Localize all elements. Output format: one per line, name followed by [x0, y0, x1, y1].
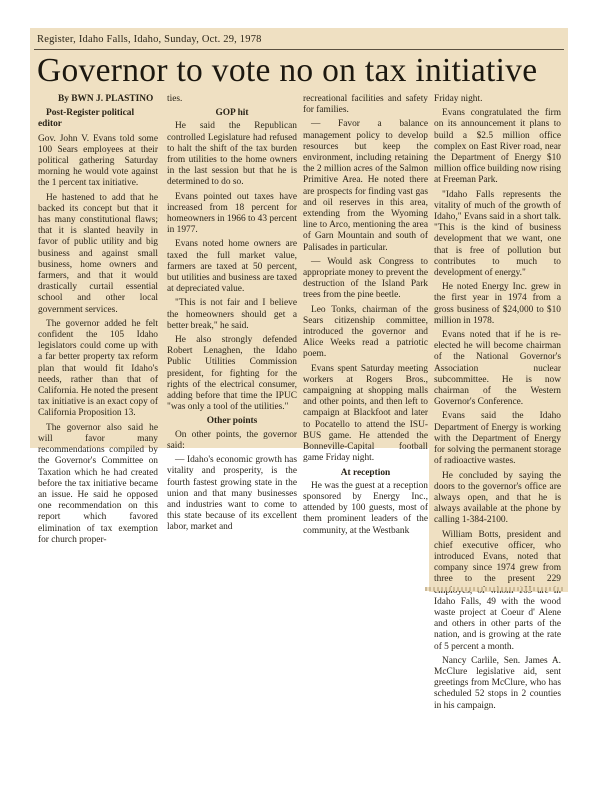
headline: Governor to vote no on tax initiative — [37, 52, 538, 89]
paragraph: "This is not fair and I believe the homeowners should get a better break," he said. — [167, 298, 297, 331]
dateline: Register, Idaho Falls, Idaho, Sunday, Oct. 29, 1978 — [37, 34, 262, 45]
paragraph: He hastened to add that he backed its concept but that it has many constitutional flaws; that it is slanted heavily in favor of public utility and big business and against small business, home owners and farmers, and that it would drastically curtail essential school and other local government services. — [38, 192, 158, 315]
article-column-4 — [434, 94, 561, 711]
paragraph: He concluded by saying the doors to the governor's office are always open, and that he is always available at the phone by calling 1-384-2100. — [434, 470, 561, 526]
paragraph: recreational facilities and safety for families. — [303, 94, 428, 116]
subheading: GOP hit — [215, 108, 249, 119]
article-column-2 — [167, 94, 297, 533]
paragraph: William Botts, president and chief executive officer, who introduced Evans, noted that company since 1974 grew from three to the present 229 Idaho Falls, 49 with the wood waste project at Coeur d' Alene and others in other parts of the nation, and is growing at the rate of 5 percent a month. — [434, 529, 561, 652]
paragraph: Leo Tonks, chairman of the Sears citizenship committee, introduced the governor and Alice Weeks read a patriotic poem. — [303, 304, 428, 360]
subheading: At reception — [340, 467, 391, 478]
paragraph: He noted Energy Inc. grew in the first year in 1974 from a gross business of $24,000 to $10 million in 1978. — [434, 282, 561, 326]
article-column-1 — [38, 94, 159, 545]
article-column-3 — [303, 94, 428, 536]
paragraph: He was the guest at a reception sponsored by Energy Inc., attended by 100 guests, most of them prominent leaders of the community, at the Westbank — [303, 480, 428, 536]
headline-rule — [34, 49, 564, 50]
paragraph: "Idaho Falls represents the vitality of much of the growth of Idaho," Evans said in a short talk. "This is the kind of business development that we want, one that is free of pollution but contributes to much to development of energy." — [434, 189, 561, 279]
paragraph: Nancy Carlile, Sen. James A. McClure legislative aid, sent greetings from McClure, who has scheduled 52 stops in 2 counties in his campaign. — [434, 655, 561, 711]
paragraph: Evans noted home owners are taxed the full market value, farmers are taxed at 50 percent, but utilities and business are taxed at depreciated value. — [167, 239, 297, 295]
paragraph: Friday night. — [434, 94, 483, 104]
byline-title: Post-Register political editor — [38, 108, 135, 130]
paragraph: ties. — [167, 94, 183, 104]
paragraph: — Would ask Congress to appropriate money to prevent the destruction of the Island Park trees from the pine beetle. — [303, 256, 428, 301]
paragraph: — Idaho's economic growth has vitality and prosperity, is the fourth fastest growing state in the union and that many businesses and industries want to come to this state because of its excellent labor, market and — [167, 455, 297, 533]
subheading: Other points — [206, 416, 258, 427]
torn-edge — [425, 587, 565, 591]
paragraph: Evans congratulated the firm on its announcement it plans to build a $2.5 million office complex on East River road, near the Department of Energy $10 million office building now rising at Freeman Park. — [434, 108, 561, 186]
paragraph: He also strongly defended Robert Lenaghen, the Idaho Public Utilities Commission president, for fighting for the rights of the electrical consumer, adding before that time the IPUC "was only a tool of the utilities." — [167, 335, 297, 413]
paragraph: He said the Republican controlled Legislature had refused to halt the shift of the tax burden from utilities to the home owners in the last session but that he is determined to do so. — [167, 121, 297, 188]
paragraph: Evans noted that if he is re-elected he will become chairman of the National Governor's Association nuclear subcommittee. He is now chairman of the Western Governor's Conference. — [434, 330, 561, 408]
paragraph: Evans pointed out taxes have increased from 18 percent for homeowners in 1966 to 43 percent in 1977. — [167, 191, 297, 236]
paragraph: Gov. John V. Evans told some 100 Sears employees at their political gathering Saturday morning he would vote against the 1 percent tax initiative. — [38, 133, 158, 189]
paragraph: The governor also said he will favor many recommendations compiled by the Governor's Committee on Taxation which he had created before the tax initiative became an issue. He said he opposed one recommendation on this report which favored elimination of tax exemption for church proper- — [38, 422, 158, 545]
paragraph: Evans said the Idaho Department of Energy is working with the Department of Energy for solving the permanent storage of radioactive wastes. — [434, 411, 561, 467]
paragraph: Evans spent Saturday meeting workers at Rogers Bros., campaigning at shopping malls and other points, and then left to campaign at Blackfoot and later to Pocatello to attend the ISU-BUS game. He attended the Bonneville-Capital football game Friday night. — [303, 363, 428, 464]
paragraph: On other points, the governor said: — [167, 429, 297, 451]
paragraph: — Favor a balance management policy to develop resources but keep the environment, including retaining the 2 million acres of the Salmon Primitive Area. He noted there are prospects for finding vast gas and oil reserves in this area, extending from the Wyoming line to Arco, mentioning the area of Garn Mountain and south of Palisades in particular. — [303, 119, 428, 253]
byline-name: By BWN J. PLASTINO — [58, 94, 154, 104]
paragraph: The governor added he felt confident the 105 Idaho legislators could come up with a far better property tax reform plan that would fit Idaho's needs, rather than that of California. He noted the present tax initiative is an exact copy of California Proposition 13. — [38, 318, 159, 419]
